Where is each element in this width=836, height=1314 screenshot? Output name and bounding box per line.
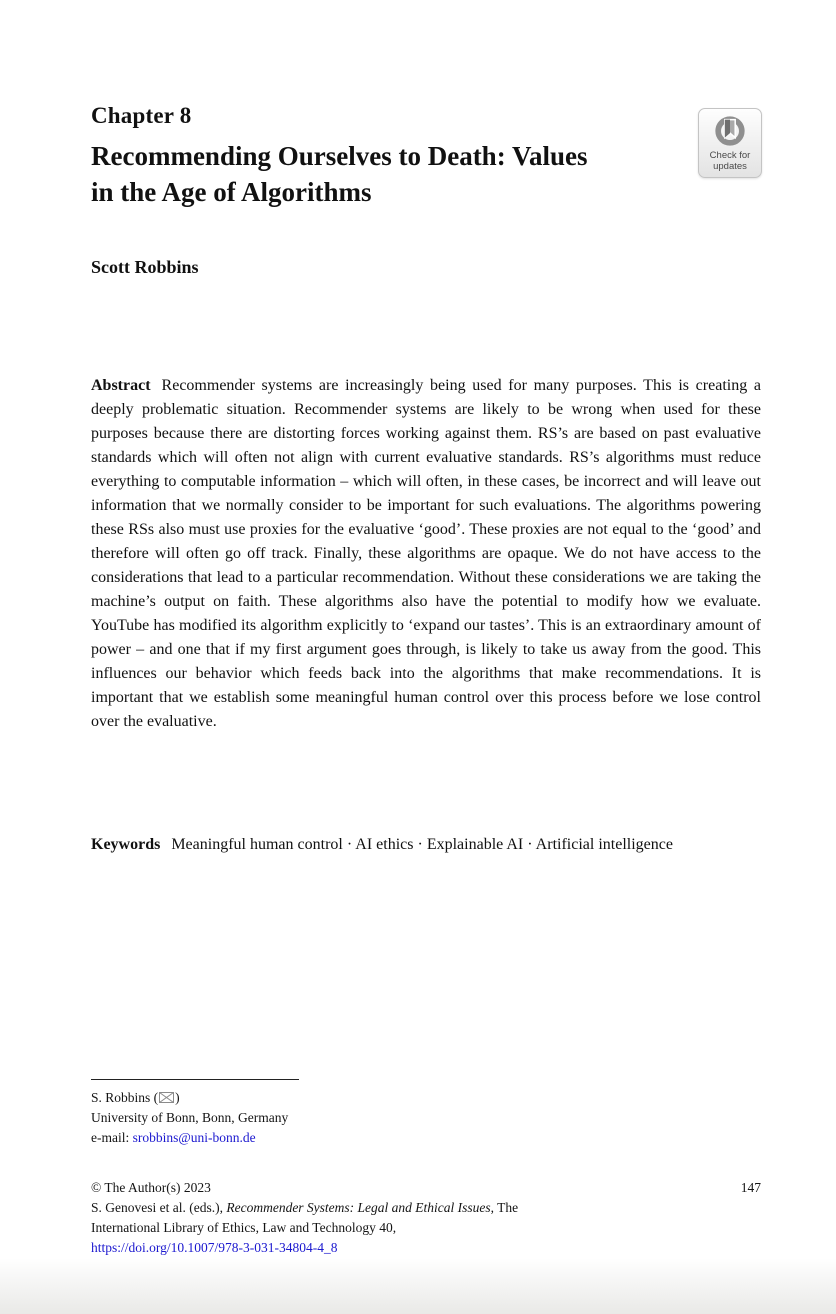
chapter-title-line-1: Recommending Ourselves to Death: Values	[91, 141, 588, 171]
email-link[interactable]: srobbins@uni-bonn.de	[132, 1130, 256, 1145]
chapter-title-line-2: in the Age of Algorithms	[91, 177, 372, 207]
series-line: International Library of Ethics, Law and Technology 40,	[91, 1220, 397, 1235]
footnote-author: S. Robbins	[91, 1090, 151, 1105]
chapter-title	[91, 138, 587, 210]
check-for-updates-icon	[713, 114, 747, 148]
page-bottom-shade	[0, 1258, 836, 1314]
check-for-updates-badge[interactable]	[698, 108, 762, 178]
author-name: Scott Robbins	[91, 257, 199, 277]
email-label: e-mail:	[91, 1130, 133, 1145]
abstract-paragraph	[91, 374, 761, 734]
citation-suffix: , The	[490, 1200, 519, 1215]
footnote-affiliation: University of Bonn, Bonn, Germany	[91, 1110, 289, 1125]
copyright-notice: © The Author(s) 2023	[91, 1180, 211, 1195]
footnote-author-line	[91, 1088, 761, 1108]
corresponding-author-mark: ( )	[153, 1090, 180, 1105]
citation-line	[91, 1198, 761, 1218]
doi-link[interactable]: https://doi.org/10.1007/978-3-031-34804-4_8	[91, 1240, 338, 1255]
page-number: 147	[740, 1180, 761, 1195]
keywords-text: Meaningful human control · AI ethics · Explainable AI · Artificial intelligence	[171, 836, 673, 853]
abstract-heading: Abstract	[91, 377, 151, 394]
envelope-icon	[159, 1092, 174, 1103]
check-for-updates-label: Check for updates	[709, 150, 751, 172]
imprint-block	[91, 1178, 761, 1258]
footnote-email-line	[91, 1128, 761, 1148]
book-title: Recommender Systems: Legal and Ethical Issues	[226, 1200, 491, 1215]
footnote-rule	[91, 1079, 299, 1080]
abstract-text: Recommender systems are increasingly being used for many purposes. This is creating a deeply problematic situation. Recommender systems are likely to be wrong when used for these purposes because there are distorting forces working against them. RS’s are based on past evaluative standards which will often not align with current evaluative standards. RS’s algorithms must reduce everything to computable information – which will often, in these cases, be incorrect and will leave out information that we normally consider to be important for such evaluations. The algorithms powering these RSs also must use proxies for the evaluative ‘good’. These proxies are not equal to the ‘good’ and therefore will often go off track. Finally, these algorithms are opaque. We do not have access to the considerations that lead to a particular recommendation. Without these considerations we are taking the machine’s output on faith. These algorithms also have the potential to modify how we evaluate. YouTube has modified its algorithm explicitly to ‘expand our tastes’. This is an extraordinary amount of power – and one that if my first argument goes through, is likely to take us away from the good. This influences our behavior which feeds back into the algorithms that make recommendations. It is important that we establish some meaningful human control over this process before we lose control over the evaluative.	[91, 377, 761, 730]
editors-text: S. Genovesi et al. (eds.),	[91, 1200, 227, 1215]
chapter-number: Chapter 8	[91, 103, 192, 128]
doi-line	[91, 1238, 761, 1258]
keywords-heading: Keywords	[91, 836, 161, 853]
keywords-paragraph	[91, 833, 761, 857]
copyright-row	[91, 1178, 761, 1198]
author-footnote	[91, 1079, 761, 1148]
